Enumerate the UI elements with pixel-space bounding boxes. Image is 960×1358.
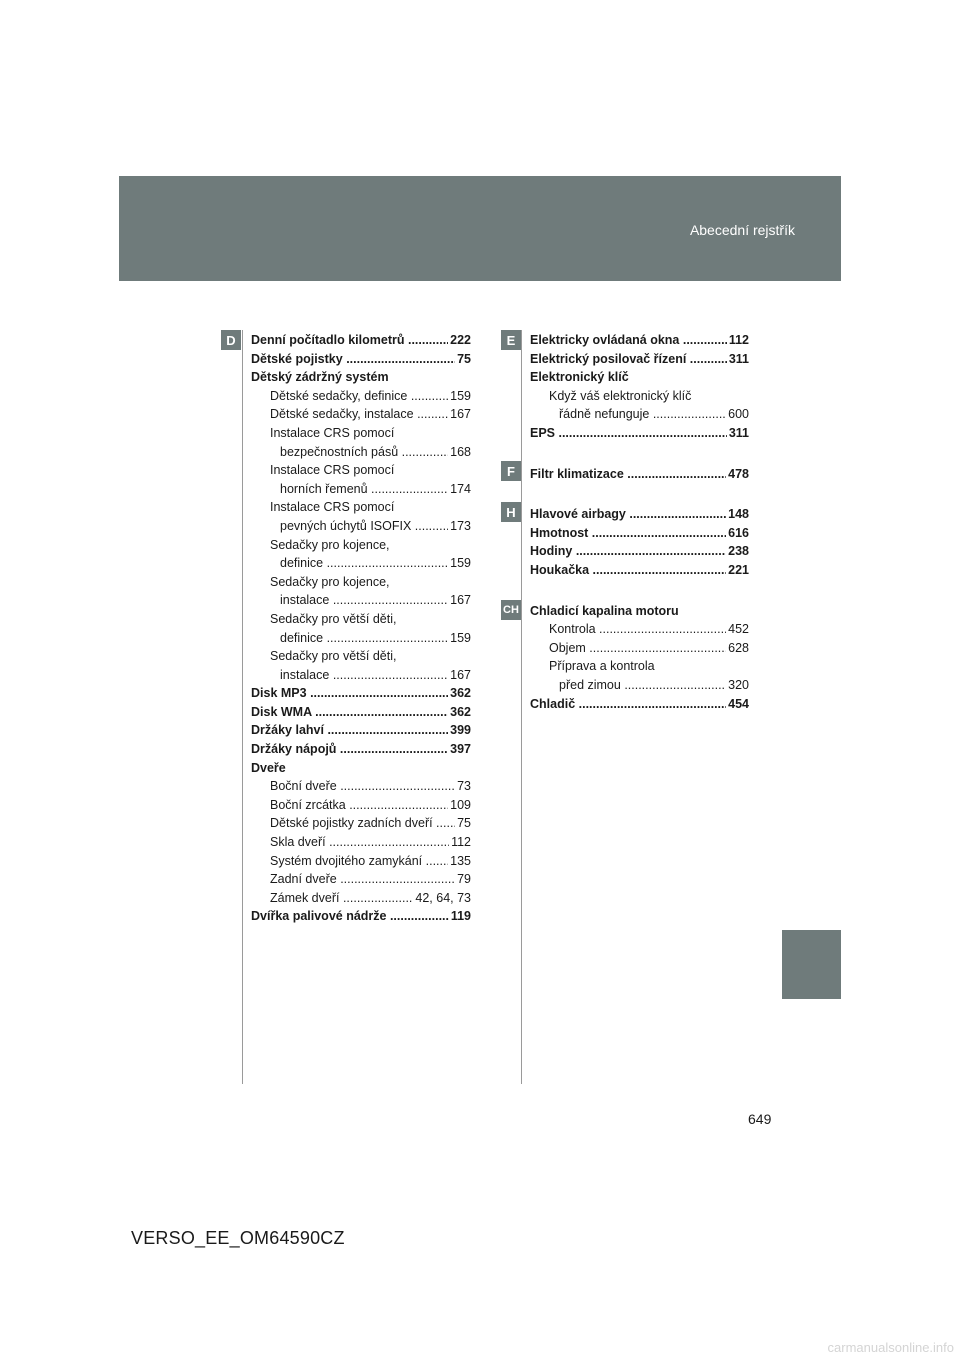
- index-entry: definice ..... 159: [280, 554, 471, 573]
- index-entry: Skla dveří ..... 112: [270, 833, 471, 852]
- index-entry: Dětské pojistky ..... 75: [251, 350, 471, 369]
- index-entry: Kontrola ..... 452: [549, 620, 749, 639]
- index-entry: pevných úchytů ISOFIX ..... 173: [280, 517, 471, 536]
- index-entry: Boční dveře ..... 73: [270, 777, 471, 796]
- index-entry: Chladicí kapalina motoru: [530, 603, 679, 618]
- index-entry: Houkačka ..... 221: [530, 561, 749, 580]
- index-entry: Sedačky pro větší děti,: [270, 611, 397, 626]
- index-entry: horních řemenů ..... 174: [280, 480, 471, 499]
- index-entry: Chladič ..... 454: [530, 695, 749, 714]
- index-entry: Denní počítadlo kilometrů ..... 222: [251, 331, 471, 350]
- index-entry: Dvířka palivové nádrže ..... 119: [251, 907, 471, 926]
- section-letter-badge: H: [501, 502, 521, 522]
- index-entry: EPS ..... 311: [530, 424, 749, 443]
- index-entry: Boční zrcátka ..... 109: [270, 796, 471, 815]
- index-entry: Dětský zádržný systém: [251, 370, 389, 385]
- index-entry: před zimou ..... 320: [559, 676, 749, 695]
- index-entry: Disk WMA ..... 362: [251, 703, 471, 722]
- index-column-left: [251, 331, 471, 926]
- index-entry: Elektricky ovládaná okna ..... 112: [530, 331, 749, 350]
- index-entry: řádně nefunguje ..... 600: [559, 405, 749, 424]
- index-entry: Dětské sedačky, instalace ..... 167: [270, 405, 471, 424]
- document-code: VERSO_EE_OM64590CZ: [131, 1228, 345, 1248]
- section-letter-badge: F: [501, 461, 521, 481]
- index-entry: Když váš elektronický klíč: [549, 388, 692, 403]
- index-entry: Filtr klimatizace ..... 478: [530, 465, 749, 484]
- index-entry: definice ..... 159: [280, 629, 471, 648]
- index-entry: Elektrický posilovač řízení ..... 311: [530, 350, 749, 369]
- index-entry: Disk MP3 ..... 362: [251, 684, 471, 703]
- index-entry: Dětské sedačky, definice ..... 159: [270, 387, 471, 406]
- index-entry: Sedačky pro kojence,: [270, 574, 390, 589]
- page-title: Abecední rejstřík: [689, 222, 795, 238]
- index-entry: instalace ..... 167: [280, 666, 471, 685]
- index-entry: Objem ..... 628: [549, 639, 749, 658]
- index-entry: Elektronický klíč: [530, 370, 629, 385]
- index-entry: Zámek dveří ..... 42, 64, 73: [270, 889, 471, 908]
- index-entry: Dětské pojistky zadních dveří ..... 75: [270, 814, 471, 833]
- header-bar: [119, 176, 841, 281]
- index-column-right: [530, 331, 749, 713]
- index-entry: Instalace CRS pomocí: [270, 500, 395, 515]
- index-entry: Hodiny ..... 238: [530, 542, 749, 561]
- index-entry: Systém dvojitého zamykání ..... 135: [270, 852, 471, 871]
- index-entry: Zadní dveře ..... 79: [270, 870, 471, 889]
- column-divider-left: [242, 330, 243, 1084]
- index-entry: Dveře: [251, 760, 286, 775]
- section-letter-badge: E: [501, 330, 521, 350]
- index-entry: Instalace CRS pomocí: [270, 463, 395, 478]
- index-entry: Držáky lahví ..... 399: [251, 721, 471, 740]
- index-entry: Držáky nápojů ..... 397: [251, 740, 471, 759]
- index-entry: Sedačky pro kojence,: [270, 537, 390, 552]
- index-entry: Hlavové airbagy ..... 148: [530, 505, 749, 524]
- index-entry: Sedačky pro větší děti,: [270, 649, 397, 664]
- section-letter-badge: D: [221, 330, 241, 350]
- section-thumb-tab: [782, 930, 841, 999]
- page-number: 649: [748, 1111, 772, 1127]
- index-entry: Hmotnost ..... 616: [530, 524, 749, 543]
- column-divider-right: [521, 330, 522, 1084]
- index-entry: instalace ..... 167: [280, 591, 471, 610]
- index-entry: Příprava a kontrola: [549, 659, 655, 674]
- section-letter-badge: CH: [501, 600, 521, 620]
- watermark: carmanualsonline.info: [827, 1340, 954, 1355]
- index-entry: bezpečnostních pásů ..... 168: [280, 443, 471, 462]
- index-entry: Instalace CRS pomocí: [270, 425, 395, 440]
